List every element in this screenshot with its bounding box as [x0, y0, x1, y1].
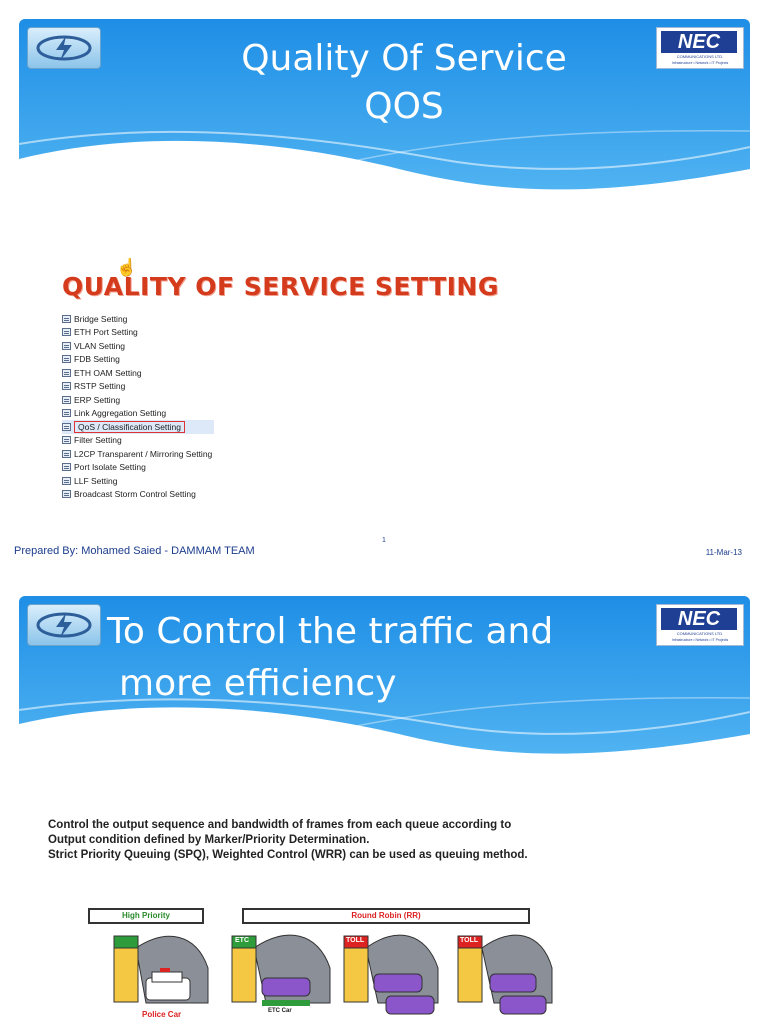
- menu-item[interactable]: [62, 380, 214, 394]
- settings-menu: [62, 312, 214, 501]
- description-text: [48, 818, 528, 863]
- nec-logo: [656, 27, 744, 69]
- menu-item[interactable]: [62, 393, 214, 407]
- company-logo-left: [27, 604, 101, 646]
- menu-item[interactable]: [62, 461, 214, 475]
- menu-item-icon: [62, 315, 71, 323]
- qos-setting-heading: QUALITY OF SERVICE SETTING: [62, 272, 499, 301]
- desc-line-3: Strict Priority Queuing (SPQ), Weighted Control (WRR) can be used as queuing method.: [48, 849, 528, 861]
- title-line-2: more efficiency: [119, 663, 397, 704]
- menu-item[interactable]: [62, 434, 214, 448]
- nec-tagline: Infrastructure • Network • IT Projects: [671, 61, 729, 65]
- toll-sign-2: TOLL: [460, 937, 479, 944]
- nec-sub: COMMUNICATIONS LTD.: [676, 54, 724, 59]
- menu-item-label: Link Aggregation Setting: [74, 408, 167, 419]
- round-robin-label: Round Robin (RR): [242, 908, 530, 924]
- footer-date: 11-Mar-13: [705, 548, 742, 557]
- menu-item-icon: [62, 369, 71, 377]
- menu-item[interactable]: [62, 488, 214, 502]
- menu-item-label: L2CP Transparent / Mirroring Setting: [74, 448, 213, 459]
- menu-item-icon: [62, 396, 71, 404]
- toll-sign-1: TOLL: [346, 937, 365, 944]
- booth-high-priority: [114, 936, 208, 1003]
- menu-item-icon: [62, 436, 71, 444]
- menu-item-icon: [62, 490, 71, 498]
- menu-item-label: RSTP Setting: [74, 381, 126, 392]
- slide-2: [0, 580, 768, 1024]
- hand-cursor-icon: ☝: [116, 258, 138, 277]
- etc-sign: ETC: [235, 937, 249, 944]
- menu-item[interactable]: [62, 420, 214, 434]
- menu-item[interactable]: [62, 339, 214, 353]
- menu-item[interactable]: [62, 447, 214, 461]
- menu-item-icon: [62, 355, 71, 363]
- menu-item-icon: [62, 328, 71, 336]
- menu-item-icon: [62, 409, 71, 417]
- menu-item-icon: [62, 423, 71, 431]
- page-number: 1: [382, 537, 386, 544]
- nec-sub: COMMUNICATIONS LTD.: [676, 631, 724, 636]
- booth-toll-2: [458, 935, 552, 1014]
- menu-item-label: Broadcast Storm Control Setting: [74, 489, 196, 500]
- menu-item-label: ERP Setting: [74, 394, 121, 405]
- title-line-2: QOS: [364, 86, 444, 127]
- title-line-1: Quality Of Service: [241, 38, 567, 79]
- menu-item-label: QoS / Classification Setting: [74, 421, 185, 433]
- etc-car-label: ETC Car: [268, 1008, 292, 1014]
- menu-item-label: Filter Setting: [74, 435, 122, 446]
- desc-line-1: Control the output sequence and bandwidth of frames from each queue according to: [48, 819, 512, 831]
- slide-title: [179, 35, 629, 131]
- menu-item-icon: [62, 477, 71, 485]
- police-car-label: Police Car: [142, 1010, 182, 1019]
- menu-item[interactable]: [62, 474, 214, 488]
- booth-etc: [232, 935, 330, 1006]
- menu-item-label: ETH Port Setting: [74, 327, 138, 338]
- slide-title: [107, 606, 627, 710]
- menu-item-icon: [62, 382, 71, 390]
- booth-toll-1: [344, 935, 438, 1014]
- nec-brand: NEC: [661, 31, 737, 53]
- title-band: [19, 19, 750, 214]
- menu-item-label: FDB Setting: [74, 354, 120, 365]
- company-logo-left: [27, 27, 101, 69]
- menu-item-label: Port Isolate Setting: [74, 462, 146, 473]
- desc-line-2: Output condition defined by Marker/Priority Determination.: [48, 834, 370, 846]
- high-priority-label: High Priority: [88, 908, 204, 924]
- toll-booths-graphic: [86, 908, 556, 1024]
- footer-author: Prepared By: Mohamed Saied - DAMMAM TEAM: [14, 545, 255, 557]
- menu-item-icon: [62, 450, 71, 458]
- menu-item[interactable]: [62, 366, 214, 380]
- menu-item[interactable]: [62, 353, 214, 367]
- menu-item-label: LLF Setting: [74, 475, 118, 486]
- menu-item-label: VLAN Setting: [74, 340, 126, 351]
- title-band: [19, 596, 750, 776]
- nec-logo: [656, 604, 744, 646]
- menu-item[interactable]: [62, 326, 214, 340]
- nec-brand: NEC: [661, 608, 737, 630]
- menu-item-label: ETH OAM Setting: [74, 367, 142, 378]
- menu-item-label: Bridge Setting: [74, 313, 128, 324]
- menu-item-icon: [62, 342, 71, 350]
- menu-item[interactable]: [62, 407, 214, 421]
- title-line-1: To Control the traffic and: [107, 611, 554, 652]
- menu-item[interactable]: [62, 312, 214, 326]
- queue-illustration: [86, 908, 556, 1024]
- menu-item-icon: [62, 463, 71, 471]
- nec-tagline: Infrastructure • Network • IT Projects: [671, 638, 729, 642]
